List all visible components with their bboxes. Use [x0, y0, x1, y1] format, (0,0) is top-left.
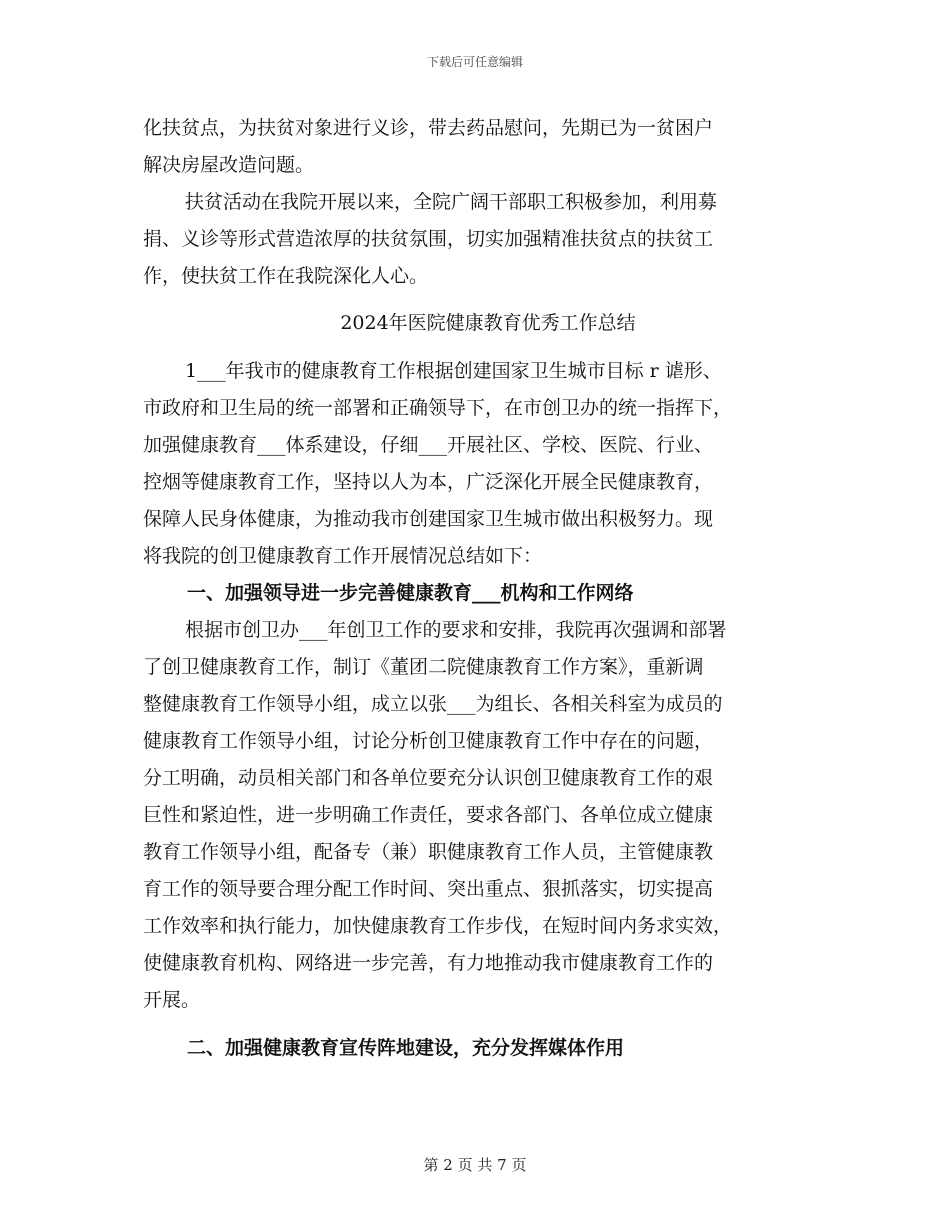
section-title: 2024年医院健康教育优秀工作总结 — [340, 312, 636, 334]
paragraph-line: 根据市创卫办___年创卫工作的要求和安排，我院再次强调和部署 — [185, 619, 727, 641]
page-number-footer: 第 2 页 共 7 页 — [423, 1156, 527, 1174]
paragraph-line: 健康教育工作领导小组，讨论分析创卫健康教育工作中存在的问题， — [143, 730, 714, 752]
paragraph-line: 分工明确，动员相关部门和各单位要充分认识创卫健康教育工作的艰 — [143, 767, 714, 789]
paragraph-line: 整健康教育工作领导小组，成立以张___为组长、各相关科室为成员的 — [143, 693, 723, 715]
paragraph-line: 保障人民身体健康，为推动我市创建国家卫生城市做出积极努力。现 — [143, 508, 714, 530]
paragraph-line: 解决房屋改造问题。 — [143, 154, 315, 176]
paragraph-line: 捐、义诊等形式营造浓厚的扶贫氛围，切实加强精准扶贫点的扶贫工 — [143, 228, 714, 250]
paragraph-line: 1___年我市的健康教育工作根据创建国家卫生城市目标 r 谑形、 — [185, 360, 722, 382]
paragraph-line: 控烟等健康教育工作，坚持以人为本，广泛深化开展全民健康教育， — [143, 471, 714, 493]
paragraph-line: 巨性和紧迫性，进一步明确工作责任，要求各部门、各单位成立健康 — [143, 804, 714, 826]
section-heading-2: 二、加强健康教育宣传阵地建设，充分发挥媒体作用 — [187, 1037, 625, 1059]
paragraph-line: 市政府和卫生局的统一部署和正确领导下，在市创卫办的统一指挥下， — [143, 397, 733, 419]
paragraph-line: 使健康教育机构、网络进一步完善，有力地推动我市健康教育工作的 — [143, 952, 714, 974]
paragraph-line: 作，使扶贫工作在我院深化人心。 — [143, 265, 429, 287]
paragraph-line: 工作效率和执行能力，加快健康教育工作步伐，在短时间内务求实效， — [143, 915, 733, 937]
header-note: 下载后可任意编辑 — [426, 55, 523, 69]
paragraph-line: 了创卫健康教育工作，制订《董团二院健康教育工作方案》，重新调 — [143, 656, 704, 678]
paragraph-line: 加强健康教育___体系建设，仔细___开展社区、学校、医院、行业、 — [143, 434, 714, 456]
paragraph-line: 化扶贫点，为扶贫对象进行义诊，带去药品慰问，先期已为一贫困户 — [143, 117, 714, 139]
section-heading-1: 一、加强领导进一步完善健康教育___机构和工作网络 — [187, 582, 634, 604]
paragraph-line: 开展。 — [143, 989, 201, 1011]
paragraph-line: 教育工作领导小组，配备专（兼）职健康教育工作人员，主管健康教 — [143, 841, 714, 863]
paragraph-line: 扶贫活动在我院开展以来，全院广阔干部职工积极参加，利用募 — [185, 191, 718, 213]
paragraph-line: 将我院的创卫健康教育工作开展情况总结如下： — [143, 545, 543, 567]
paragraph-line: 育工作的领导要合理分配工作时间、突出重点、狠抓落实，切实提高 — [143, 878, 714, 900]
document-body — [143, 110, 823, 1067]
